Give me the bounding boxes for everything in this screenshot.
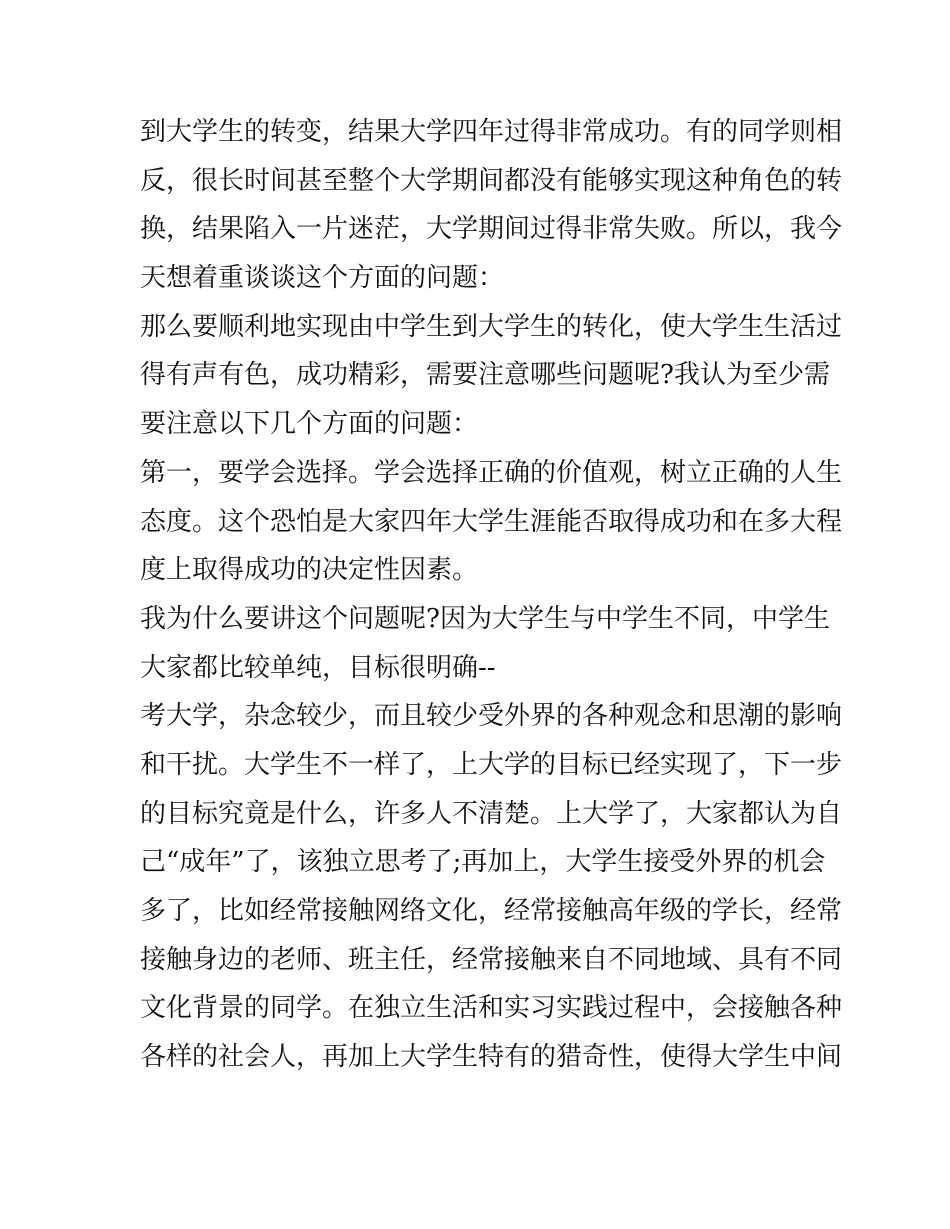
text-line: 己“成年”了，该独立思考了;再加上，大学生接受外界的机会 xyxy=(140,847,826,878)
text-line: 多了，比如经常接触网络文化，经常接触高年级的学长，经常 xyxy=(140,896,843,926)
text-line: 各样的社会人，再加上大学生特有的猎奇性，使得大学生中间 xyxy=(140,1042,843,1073)
text-line: 文化背景的同学。在独立生活和实习实践过程中，会接触各种 xyxy=(140,993,843,1024)
text-line: 我为什么要讲这个问题呢?因为大学生与中学生不同，中学生 xyxy=(140,603,830,634)
text-line: 换，结果陷入一片迷茫，大学期间过得非常失败。所以，我今 xyxy=(140,214,843,245)
text-line: 得有声有色，成功精彩，需要注意哪些问题呢?我认为至少需 xyxy=(140,360,830,391)
text-line: 要注意以下几个方面的问题： xyxy=(140,409,479,440)
text-line: 度上取得成功的决定性因素。 xyxy=(140,555,479,586)
body-text xyxy=(140,108,843,1082)
text-line: 反，很长时间甚至整个大学期间都没有能够实现这种角色的转 xyxy=(140,165,843,196)
text-line: 态度。这个恐怕是大家四年大学生涯能否取得成功和在多大程 xyxy=(140,506,843,537)
text-line: 天想着重谈谈这个方面的问题： xyxy=(140,263,505,294)
text-line: 到大学生的转变，结果大学四年过得非常成功。有的同学则相 xyxy=(140,117,843,147)
text-line: 的目标究竟是什么，许多人不清楚。上大学了，大家都认为自 xyxy=(140,798,843,829)
text-line: 第一，要学会选择。学会选择正确的价值观，树立正确的人生 xyxy=(140,457,843,488)
text-line: 考大学，杂念较少，而且较少受外界的各种观念和思潮的影响 xyxy=(140,701,843,732)
text-line: 大家都比较单纯，目标很明确-- xyxy=(140,652,496,683)
text-line: 那么要顺利地实现由中学生到大学生的转化，使大学生生活过 xyxy=(140,311,843,342)
text-line: 接触身边的老师、班主任，经常接触来自不同地域、具有不同 xyxy=(140,944,843,975)
text-line: 和干扰。大学生不一样了，上大学的目标已经实现了，下一步 xyxy=(140,749,843,780)
